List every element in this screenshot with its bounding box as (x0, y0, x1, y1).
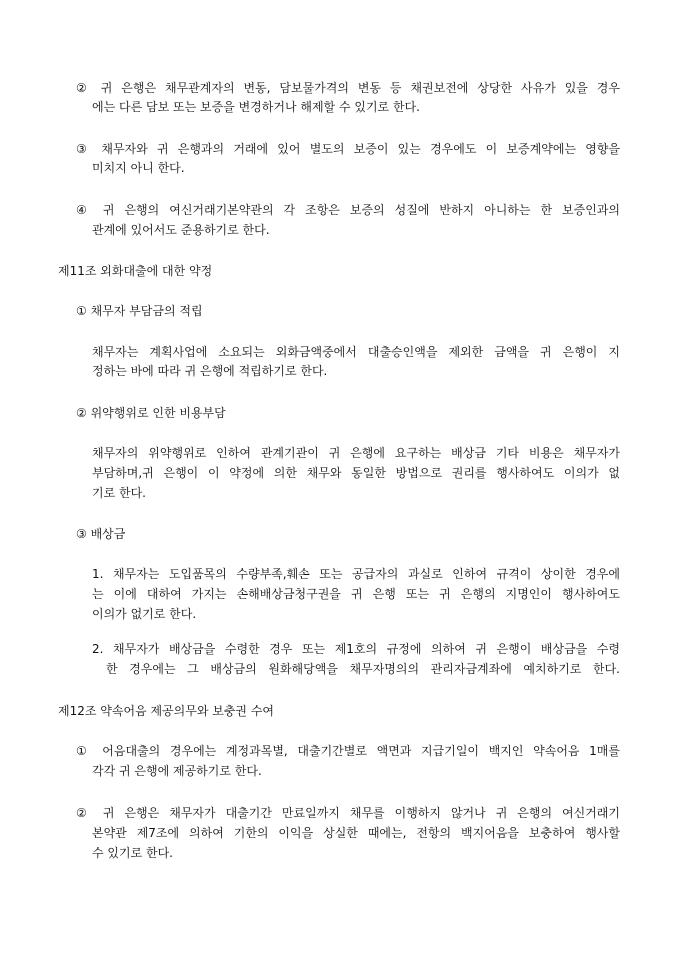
article-11-item-2-line-1: 채무자의 위약행위로 인하여 관계기관이 귀 은행에 요구하는 배상금 기타 비용은 채무자가 (92, 446, 620, 460)
article-12-item-1-line-1: ① 어음대출의 경우에는 계정과목별, 대출기간별로 액면과 지급기일이 백지인 약속어음 1매를 (76, 744, 620, 758)
article-11-item-1-title: ① 채무자 부담금의 적립 (76, 304, 203, 318)
article-11-item-2-title: ② 위약행위로 인한 비용부담 (76, 406, 226, 420)
article-11-item-3-sub-1-line-1: 1. 채무자는 도입품목의 수량부족,훼손 또는 공급자의 과실로 인하여 규격이 상이한 경우에 (92, 567, 620, 581)
article-11-item-2-line-2: 부담하며,귀 은행이 이 약정에 의한 채무와 동일한 방법으로 권리를 행사하여도 이의가 없 (92, 466, 620, 480)
article-12-item-1-line-2: 각각 귀 은행에 제공하기로 한다. (92, 764, 262, 778)
article-12-heading: 제12조 약속어음 제공의무와 보충권 수여 (58, 704, 275, 718)
clause-3-line-2: 미치지 아니 한다. (92, 161, 185, 175)
clause-2-line-1: ② 귀 은행은 채무관계자의 변동, 담보물가격의 변동 등 채권보전에 상당한 사유가 있을 경우 (76, 81, 620, 95)
article-11-item-2-line-3: 기로 한다. (92, 486, 146, 500)
article-11-item-1-line-2: 정하는 바에 따라 귀 은행에 적립하기로 한다. (92, 364, 328, 378)
clause-2-line-2: 에는 다른 담보 또는 보증을 변경하거나 해제할 수 있기로 한다. (92, 100, 420, 114)
article-11-item-3-sub-2-line-2: 한 경우에는 그 배상금의 원화해당액을 채무자명의의 관리자금계좌에 예치하기로 한다. (106, 662, 620, 676)
article-12-item-2-line-3: 수 있기로 한다. (92, 846, 173, 860)
article-11-item-3-sub-1-line-3: 이의가 없기로 한다. (92, 607, 197, 621)
clause-4-line-1: ④ 귀 은행의 여신거래기본약관의 각 조항은 보증의 성질에 반하지 아니하는 한 보증인과의 (76, 203, 620, 217)
clause-4-line-2: 관계에 있어서도 준용하기로 한다. (92, 223, 270, 237)
article-11-item-3-title: ③ 배상금 (76, 527, 126, 541)
clause-3-line-1: ③ 채무자와 귀 은행과의 거래에 있어 별도의 보증이 있는 경우에도 이 보증계약에는 영향을 (76, 142, 620, 156)
article-12-item-2-line-2: 본약관 제7조에 의하여 기한의 이익을 상실한 때에는, 전항의 백지어음을 보충하여 행사할 (92, 826, 620, 840)
article-11-heading: 제11조 외화대출에 대한 약정 (58, 264, 213, 278)
article-11-item-3-sub-2-line-1: 2. 채무자가 배상금을 수령한 경우 또는 제1호의 규정에 의하여 귀 은행이 배상금을 수령 (92, 642, 620, 656)
article-11-item-1-line-1: 채무자는 계획사업에 소요되는 외화금액중에서 대출승인액을 제외한 금액을 귀 은행이 지 (92, 345, 620, 359)
article-12-item-2-line-1: ② 귀 은행은 채무자가 대출기간 만료일까지 채무를 이행하지 않거나 귀 은행의 여신거래기 (76, 806, 620, 820)
article-11-item-3-sub-1-line-2: 는 이에 대하여 가지는 손해배상금청구권을 귀 은행 또는 귀 은행의 지명인이 행사하여도 (92, 587, 620, 601)
